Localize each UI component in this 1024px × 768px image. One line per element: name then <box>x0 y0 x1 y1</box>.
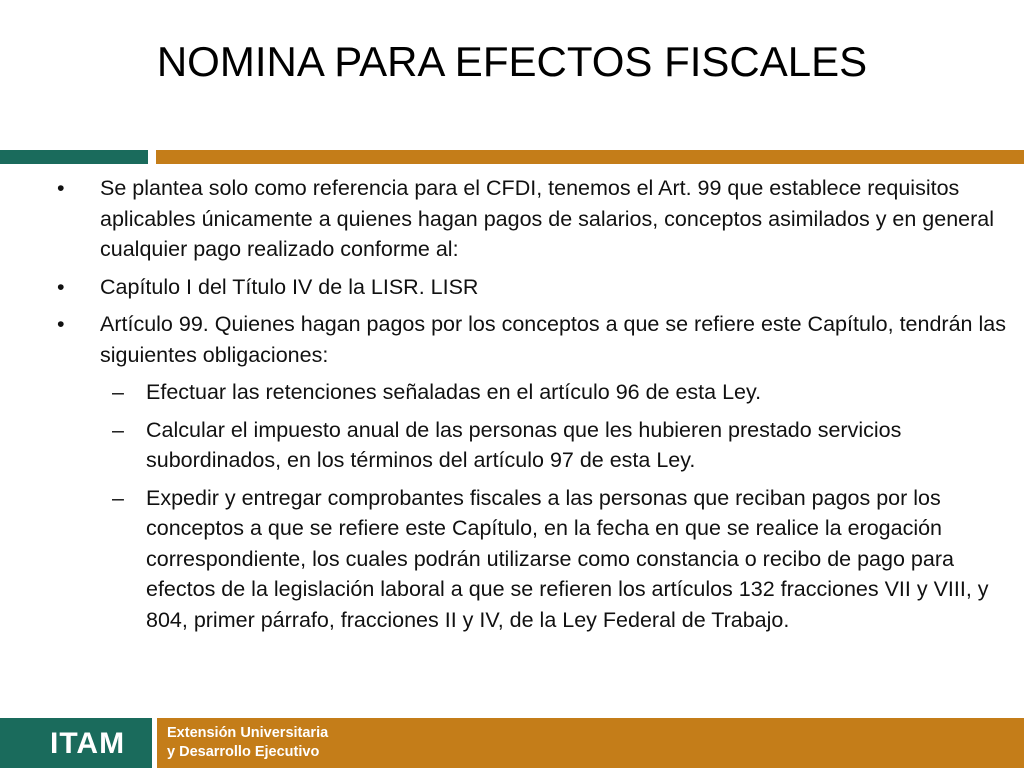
header-divider <box>0 150 1024 164</box>
sub-bullet-item <box>0 415 1024 476</box>
footer-bar <box>0 718 1024 768</box>
sub-bullet-marker: – <box>112 380 124 404</box>
bullet-marker: • <box>57 176 65 200</box>
sub-bullet-text: Calcular el impuesto anual de las personas que les hubieren prestado servicios subordinados, en los términos del artículo 97 de esta Ley. <box>146 417 902 472</box>
sub-bullet-marker: – <box>112 485 124 510</box>
bullet-item <box>0 173 1024 265</box>
divider-orange-segment <box>156 150 1024 164</box>
sub-bullet-text: Expedir y entregar comprobantes fiscales a las personas que reciban pagos por los conceptos a que se refiere este Capítulo, en la fecha en que se realice la erogación correspondiente, los cuales podrán utilizarse como constancia o recibo de pago para efectos de la legislación laboral a que se refieren los artículos 132 fracciones VII y VIII, y 804, primer párrafo, fracciones II y IV, de la Ley Federal de Trabajo. <box>146 485 989 632</box>
sub-bullet-marker: – <box>112 417 124 442</box>
slide-title: NOMINA PARA EFECTOS FISCALES <box>156 38 868 85</box>
sub-bullet-item <box>0 377 1024 408</box>
bullet-item <box>0 272 1024 303</box>
footer-line-1: Extensión Universitaria <box>167 725 329 741</box>
bullet-text: Artículo 99. Quienes hagan pagos por los conceptos a que se refiere este Capítulo, tendrán las siguientes obligaciones: <box>100 312 1006 367</box>
footer-band <box>157 718 1024 768</box>
bullet-marker: • <box>57 312 65 336</box>
bullet-item <box>0 309 1024 370</box>
bullet-text: Capítulo I del Título IV de la LISR. LISR <box>100 274 479 299</box>
sub-bullet-item <box>0 483 1024 636</box>
bullet-text: Se plantea solo como referencia para el CFDI, tenemos el Art. 99 que establece requisitos aplicables únicamente a quienes hagan pagos de salarios, conceptos asimilados y en general cualquier pago realizado conforme al: <box>100 176 995 261</box>
bullet-marker: • <box>57 274 65 299</box>
slide-content <box>0 173 1024 642</box>
itam-logo <box>0 718 152 768</box>
footer-line-2: y Desarrollo Ejecutivo <box>167 744 320 760</box>
divider-green-segment <box>0 150 148 164</box>
sub-bullet-text: Efectuar las retenciones señaladas en el artículo 96 de esta Ley. <box>146 380 762 404</box>
footer-caption <box>167 724 328 762</box>
itam-logo-text: ITAM <box>50 727 126 760</box>
